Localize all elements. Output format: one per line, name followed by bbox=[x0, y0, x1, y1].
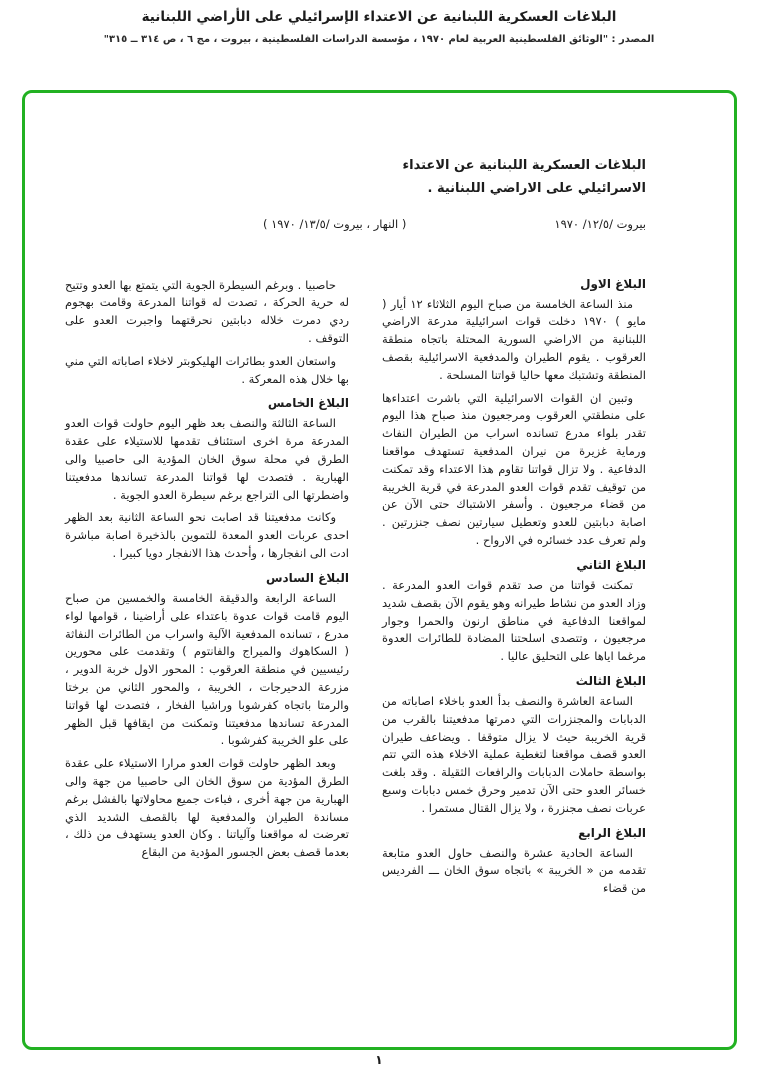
dateline bbox=[63, 217, 646, 231]
paragraph: تمكنت قواتنا من صد تقدم قوات العدو المدرعة . وزاد العدو من نشاط طيرانه وهو يقوم الآن بقصف شديد لمواقعنا الدفاعية في مناطق ارنون والحمرا وجوار مرجعيون ، وتتصدى اسلحتنا المضادة للطائرات العدوة مرغما اياها على التحليق عاليا . bbox=[382, 577, 646, 664]
bulletin-4-heading: البلاغ الرابع bbox=[578, 825, 646, 840]
bulletin-5-heading: البلاغ الخامس bbox=[267, 396, 349, 411]
paragraph: الساعة الرابعة والدقيقة الخامسة والخمسين من صباح اليوم قامت قوات عدوة باعتداء على أراضينا ، قوامها لواء مدرع ، تسانده المدفعية الآلية واسراب من الطائرات النفاثة ( السكاهوك والميراج والفانتوم ) وتقدمت على محورين رئيسيين في منطقة العرقوب : المحور الاول خربة الدوير ، مزرعة الدحيرجات ، الخريبة ، والمحور الثاني من برختا والرمتا باتجاه كفرشوبا وراشيا الفخار ، فتصدت لها قواتنا المدرعة تساندها مدفعيتنا وتمكنت من ايقافها قبل الظهر على علو الخريبة كفرشوبا . bbox=[65, 590, 349, 748]
dateline-source: ( النهار ، بيروت /١٣/٥/ ١٩٧٠ ) bbox=[262, 216, 407, 231]
bulletin-6-heading: البلاغ السادس bbox=[265, 570, 349, 585]
paragraph: الساعة العاشرة والنصف بدأ العدو باخلاء اصاباته من الدبابات والمجنزرات التي دمرتها مدفعيتنا بالقرب من قرية الخريبة حيث لا يزال متوقفا . ويضاعف طيران العدو قصف مواقعنا لتغطية عملية الاخلاء هذه التي تتم بواسطة حاملات الدبابات والرافعات الثقيلة . وقد بلغت خسائر العدو حتى الآن تدمير وحرق خمس دبابات وسبع عربات نصف مجنزرة ، ولا يزال القتال مستمرا . bbox=[382, 693, 646, 815]
column-left bbox=[65, 277, 349, 904]
paragraph: وكانت مدفعيتنا قد اصابت نحو الساعة الثانية بعد الظهر احدى عربات العدو المعدة للتموين بالذخيرة اصابة مباشرة ادت الى انفجارها ، وأحدث هذا الانفجار دويا كبيرا . bbox=[65, 510, 349, 561]
paragraph: وبعد الظهر حاولت قوات العدو مرارا الاستيلاء على عقدة الطرق المؤدية من سوق الخان الى حاصبيا من جهة والى الهبارية من جهة أخرى ، فباءت جميع محاولاتها بالفشل برغم مساندة الطيران والمدفعية لها بالقصف الشديد الذي تعرضت له مواقعنا وآلياتنا . وكان العدو يستهدف من ذلك ، بعدما قصف بعض الجسور المؤدية من البقاع bbox=[65, 756, 349, 860]
document-title: البلاغات العسكرية اللبنانية عن الاعتداء الاسرائيلي على الاراضي اللبنانية . bbox=[402, 158, 646, 196]
bulletin-2-heading: البلاغ الثاني bbox=[576, 557, 646, 572]
page-header bbox=[0, 0, 758, 45]
document-frame bbox=[22, 90, 737, 1050]
paragraph: الساعة الثالثة والنصف بعد ظهر اليوم حاولت قوات العدو المدرعة مرة اخرى استئناف تقدمها للاستيلاء على عقدة الطرق في محلة سوق الخان المؤدية الى حاصبيا والى الهبارية . فتصدت لها قواتنا المدرعة تساندها مدفعيتنا واضطرتها الى التراجع برغم سيطرة العدو الجوية . bbox=[65, 416, 349, 502]
document-body bbox=[25, 93, 734, 903]
bulletin-3-heading: البلاغ الثالث bbox=[575, 673, 646, 688]
dateline-place: بيروت /١٢/٥/ ١٩٧٠ bbox=[554, 216, 646, 231]
column-right bbox=[382, 277, 646, 904]
paragraph: منذ الساعة الخامسة من صباح اليوم الثلاثاء ١٢ أيار ( مايو ) ١٩٧٠ دخلت قوات اسرائيلية مدرعة الاراضي اللبنانية من الاراضي السورية المحتلة باتجاه منطقة العرقوب . يقوم الطيران والمدفعية الاسرائيلية بقصف المنطقة وتشتبك معها حاليا قواتنا المسلحة . bbox=[382, 296, 646, 382]
paragraph: الساعة الحادية عشرة والنصف حاول العدو متابعة تقدمه من « الخريبة » باتجاه سوق الخان ـــ الفرديس من قضاء bbox=[382, 845, 646, 896]
page-number: ١ bbox=[375, 1052, 383, 1067]
source-citation: المصدر : "الوثائق الفلسطينية العربية لعام ١٩٧٠ ، مؤسسة الدراسات الفلسطينية ، بيروت ، مج ٦ ، ص ٣١٤ ــ ٣١٥" bbox=[103, 34, 655, 45]
text-columns bbox=[63, 277, 646, 904]
page-title: البلاغات العسكرية اللبنانية عن الاعتداء الإسرائيلي على الأراضي اللبنانية bbox=[141, 9, 617, 25]
paragraph: حاصبيا . وبرغم السيطرة الجوية التي يتمتع بها العدو وتتيح له حرية الحركة ، تصدت له قواتنا المدرعة وقامت بهجوم ردي دمرت خلاله دبابتين نحرقتهما واجبرت العدو على التوقف . bbox=[65, 277, 349, 345]
bulletin-1-heading: البلاغ الاول bbox=[580, 276, 646, 291]
paragraph: واستعان العدو بطائرات الهليكوبتر لاخلاء اصاباته التي مني بها خلال هذه المعركة . bbox=[65, 353, 349, 386]
paragraph: وتبين ان القوات الاسرائيلية التي باشرت اعتداءها على منطقتي العرقوب ومرجعيون منذ صباح هذا اليوم تقدر بلواء مدرع تسانده اسراب من الطيران النفاث ورماية غزيرة من نيران المدفعية تستهدف مواقعنا الدفاعية . ولا تزال قواتنا تقاوم هذا الاعتداء وقد تمكنت من توقيف تقدم قوات العدو المدرعة في قرية الخريبة من قضاء مرجعيون . وأسفر الاشتباك حتى الآن عن اصابة دبابتين للعدو وتعطيل سيارتين نصف جنزرتين . ولم تعرف عدد خسائره في الارواح . bbox=[382, 390, 646, 548]
